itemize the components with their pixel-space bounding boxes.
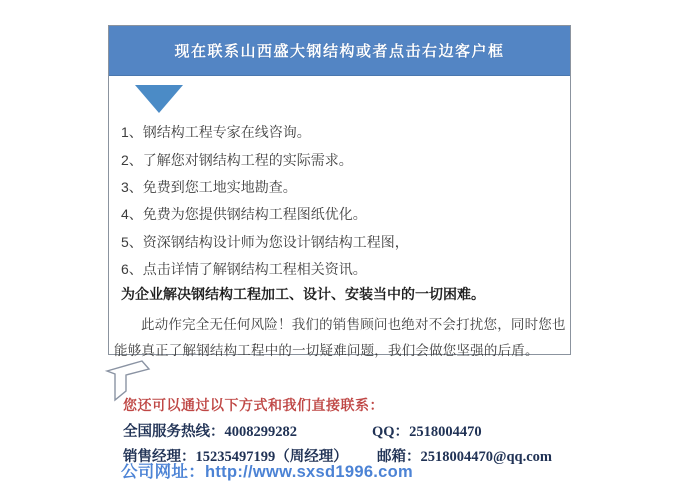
step-item-4: 4、免费为您提供钢结构工程图纸优化。 bbox=[121, 206, 367, 222]
qq-row bbox=[372, 420, 482, 441]
promise-line: 为企业解决钢结构工程加工、设计、安装当中的一切困难。 bbox=[121, 286, 485, 302]
no-risk-note: 此动作完全无任何风险！我们的销售顾问也绝对不会打扰您，同时您也能够真正了解钢结构工程中的一切疑难问题，我们会做您坚强的后盾。 bbox=[114, 317, 566, 358]
hotline-row bbox=[123, 420, 297, 441]
qq-label: QQ： bbox=[372, 424, 410, 440]
step-item-5: 5、资深钢结构设计师为您设计钢结构工程图， bbox=[121, 234, 409, 250]
step-item-6: 6、点击详情了解钢结构工程相关资讯。 bbox=[121, 261, 367, 277]
email-label: 邮箱： bbox=[377, 449, 421, 465]
contact-heading: 您还可以通过以下方式和我们直接联系： bbox=[123, 397, 384, 413]
manager-phone: 15235497199（周经理） bbox=[195, 449, 348, 465]
step-item-2: 2、了解您对钢结构工程的实际需求。 bbox=[121, 152, 353, 168]
manager-label: 销售经理： bbox=[123, 449, 196, 465]
hotline-number: 4008299282 bbox=[224, 424, 297, 440]
header-title: 现在联系山西盛大钢结构或者点击右边客户框 bbox=[174, 43, 505, 60]
hotline-label: 全国服务热线： bbox=[123, 424, 225, 440]
website-row bbox=[121, 458, 413, 482]
promo-panel bbox=[108, 25, 571, 358]
down-arrow-icon bbox=[135, 85, 183, 113]
step-item-3: 3、免费到您工地实地勘查。 bbox=[121, 179, 297, 195]
qq-number[interactable]: 2518004470 bbox=[409, 424, 482, 440]
website-link[interactable]: http://www.sxsd1996.com bbox=[205, 463, 414, 481]
email-address[interactable]: 2518004470@qq.com bbox=[420, 449, 553, 465]
step-item-1: 1、钢结构工程专家在线咨询。 bbox=[121, 124, 311, 140]
website-label: 公司网址： bbox=[121, 463, 205, 481]
header-banner[interactable] bbox=[109, 26, 570, 76]
